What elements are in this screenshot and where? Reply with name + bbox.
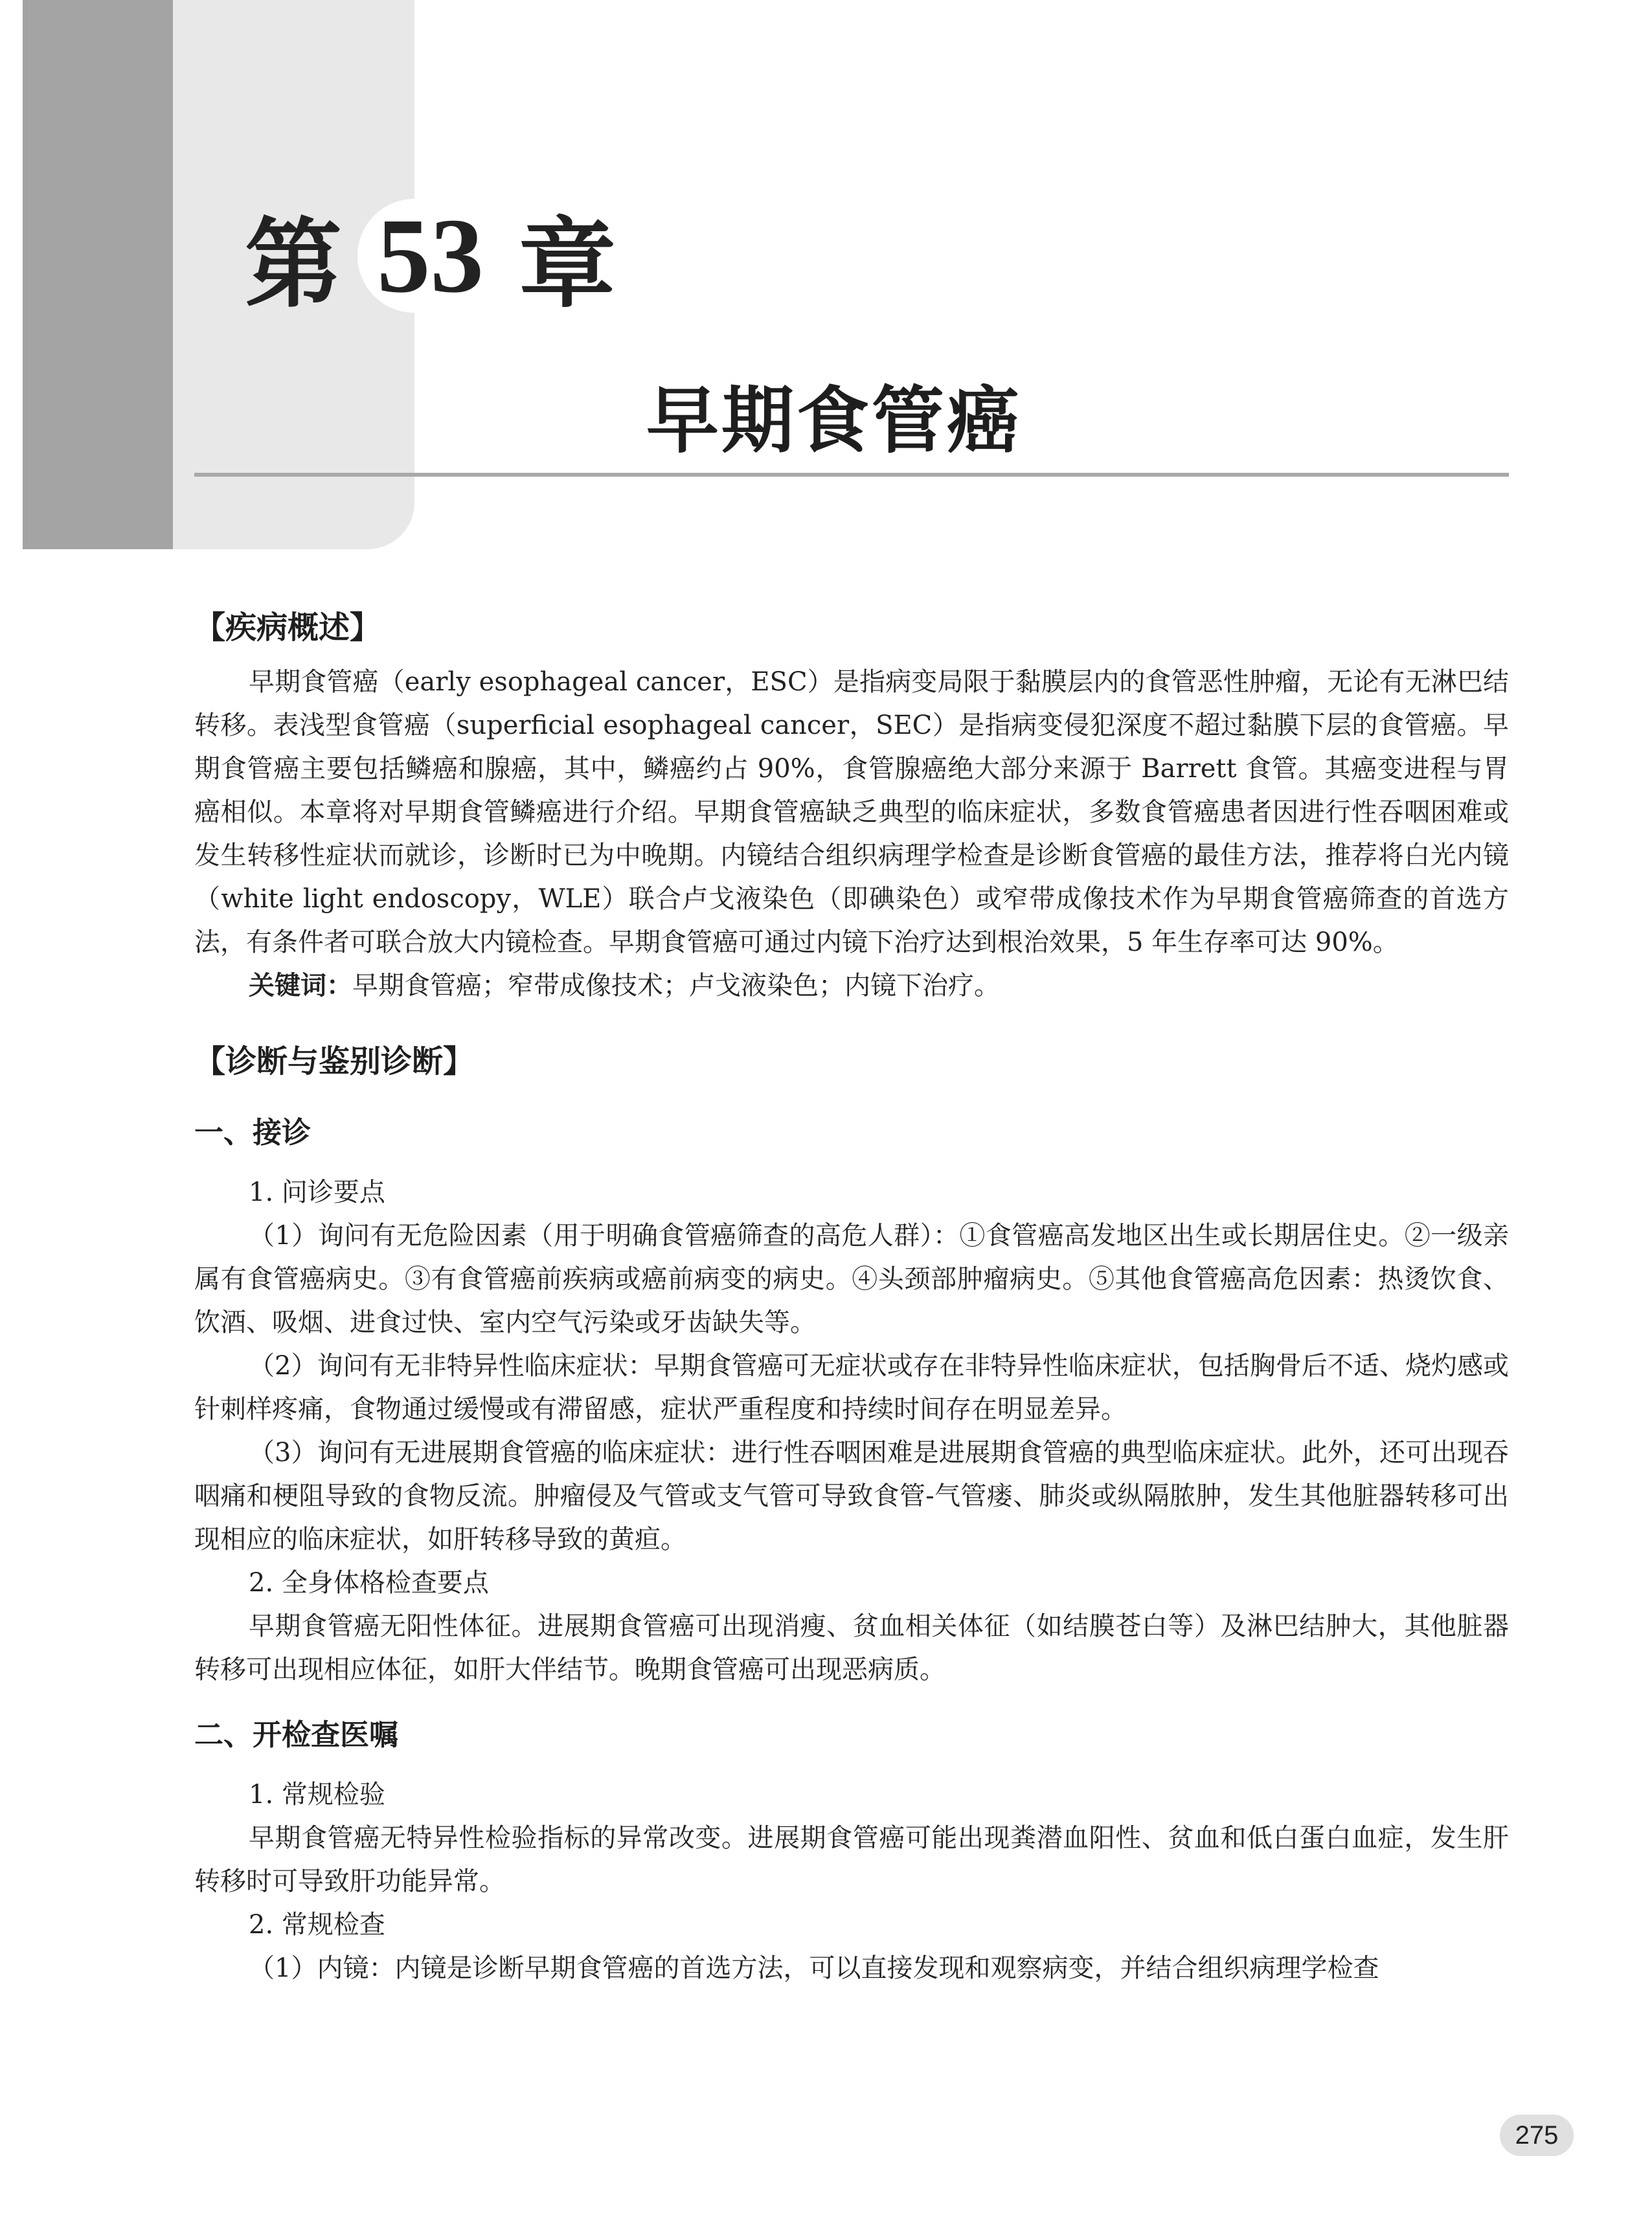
keywords-text: 早期食管癌；窄带成像技术；卢戈液染色；内镜下治疗。	[352, 971, 1000, 1001]
keywords-label: 关键词：	[249, 971, 352, 1001]
routine-lab-title: 1. 常规检验	[249, 1780, 385, 1810]
history-point-2: （2）询问有无非特异性临床症状：早期食管癌可无症状或存在非特异性临床症状，包括胸骨后不适、烧灼感或针刺样疼痛，食物通过缓慢或有滞留感，症状严重程度和持续时间存在明显差异。	[194, 1351, 1509, 1424]
history-point-3: （3）询问有无进展期食管癌的临床症状：进行性吞咽困难是进展期食管癌的典型临床症状。此外，还可出现吞咽痛和梗阻导致的食物反流。肿瘤侵及气管或支气管可导致食管-气管瘘、肺炎或纵隔脓肿，发生其他脏器转移可出现相应的临床症状，如肝转移导致的黄疸。	[194, 1438, 1509, 1554]
section-title-orders: 二、开检查医嘱	[194, 1718, 399, 1752]
history-point-1: （1）询问有无危险因素（用于明确食管癌筛查的高危人群）：①食管癌高发地区出生或长期居住史。②一级亲属有食管癌病史。③有食管癌前疾病或癌前病变的病史。④头颈部肿瘤病史。⑤其他食管癌高危因素：热烫饮食、饮酒、吸烟、进食过快、室内空气污染或牙齿缺失等。	[194, 1221, 1509, 1337]
overview-heading: 【疾病概述】	[194, 609, 381, 646]
chapter-prefix: 第	[245, 207, 343, 321]
chapter-suffix: 章	[519, 207, 617, 321]
main-content	[194, 600, 1509, 1990]
endoscopy-text: （1）内镜：内镜是诊断早期食管癌的首选方法，可以直接发现和观察病变，并结合组织病理学检查	[249, 1953, 1379, 1983]
keywords-line	[194, 964, 1509, 1008]
chapter-number: 53	[357, 199, 503, 313]
page-number: 275	[1500, 2115, 1574, 2156]
header-divider	[194, 473, 1509, 477]
chapter-sidebar-dark	[23, 0, 173, 549]
chapter-label	[245, 196, 617, 321]
overview-paragraph: 早期食管癌（early esophageal cancer，ESC）是指病变局限于黏膜层内的食管恶性肿瘤，无论有无淋巴结转移。表浅型食管癌（superficial esophageal cancer，SEC）是指病变侵犯深度不超过黏膜下层的食管癌。早期食管癌主要包括鳞癌和腺癌，其中，鳞癌约占 90%，食管腺癌绝大部分来源于 Barrett 食管。其癌变进程与胃癌相似。本章将对早期食管鳞癌进行介绍。早期食管癌缺乏典型的临床症状，多数食管癌患者因进行性吞咽困难或发生转移性症状而就诊，诊断时已为中晚期。内镜结合组织病理学检查是诊断食管癌的最佳方法，推荐将白光内镜（white light endoscopy，WLE）联合卢戈液染色（即碘染色）或窄带成像技术作为早期食管癌筛查的首选方法，有条件者可联合放大内镜检查。早期食管癌可通过内镜下治疗达到根治效果，5 年生存率可达 90%。	[194, 667, 1509, 957]
history-taking-title: 1. 问诊要点	[249, 1177, 385, 1207]
physical-exam-text: 早期食管癌无阳性体征。进展期食管癌可出现消瘦、贫血相关体征（如结膜苍白等）及淋巴结肿大，其他脏器转移可出现相应体征，如肝大伴结节。晚期食管癌可出现恶病质。	[194, 1611, 1509, 1685]
section-title-reception: 一、接诊	[194, 1115, 311, 1150]
routine-exam-title: 2. 常规检查	[249, 1910, 385, 1940]
page-title: 早期食管癌	[646, 378, 1022, 463]
diagnosis-heading: 【诊断与鉴别诊断】	[194, 1043, 475, 1080]
physical-exam-title: 2. 全身体格检查要点	[249, 1568, 489, 1598]
routine-lab-text: 早期食管癌无特异性检验指标的异常改变。进展期食管癌可能出现粪潜血阳性、贫血和低白蛋白血症，发生肝转移时可导致肝功能异常。	[194, 1823, 1509, 1896]
